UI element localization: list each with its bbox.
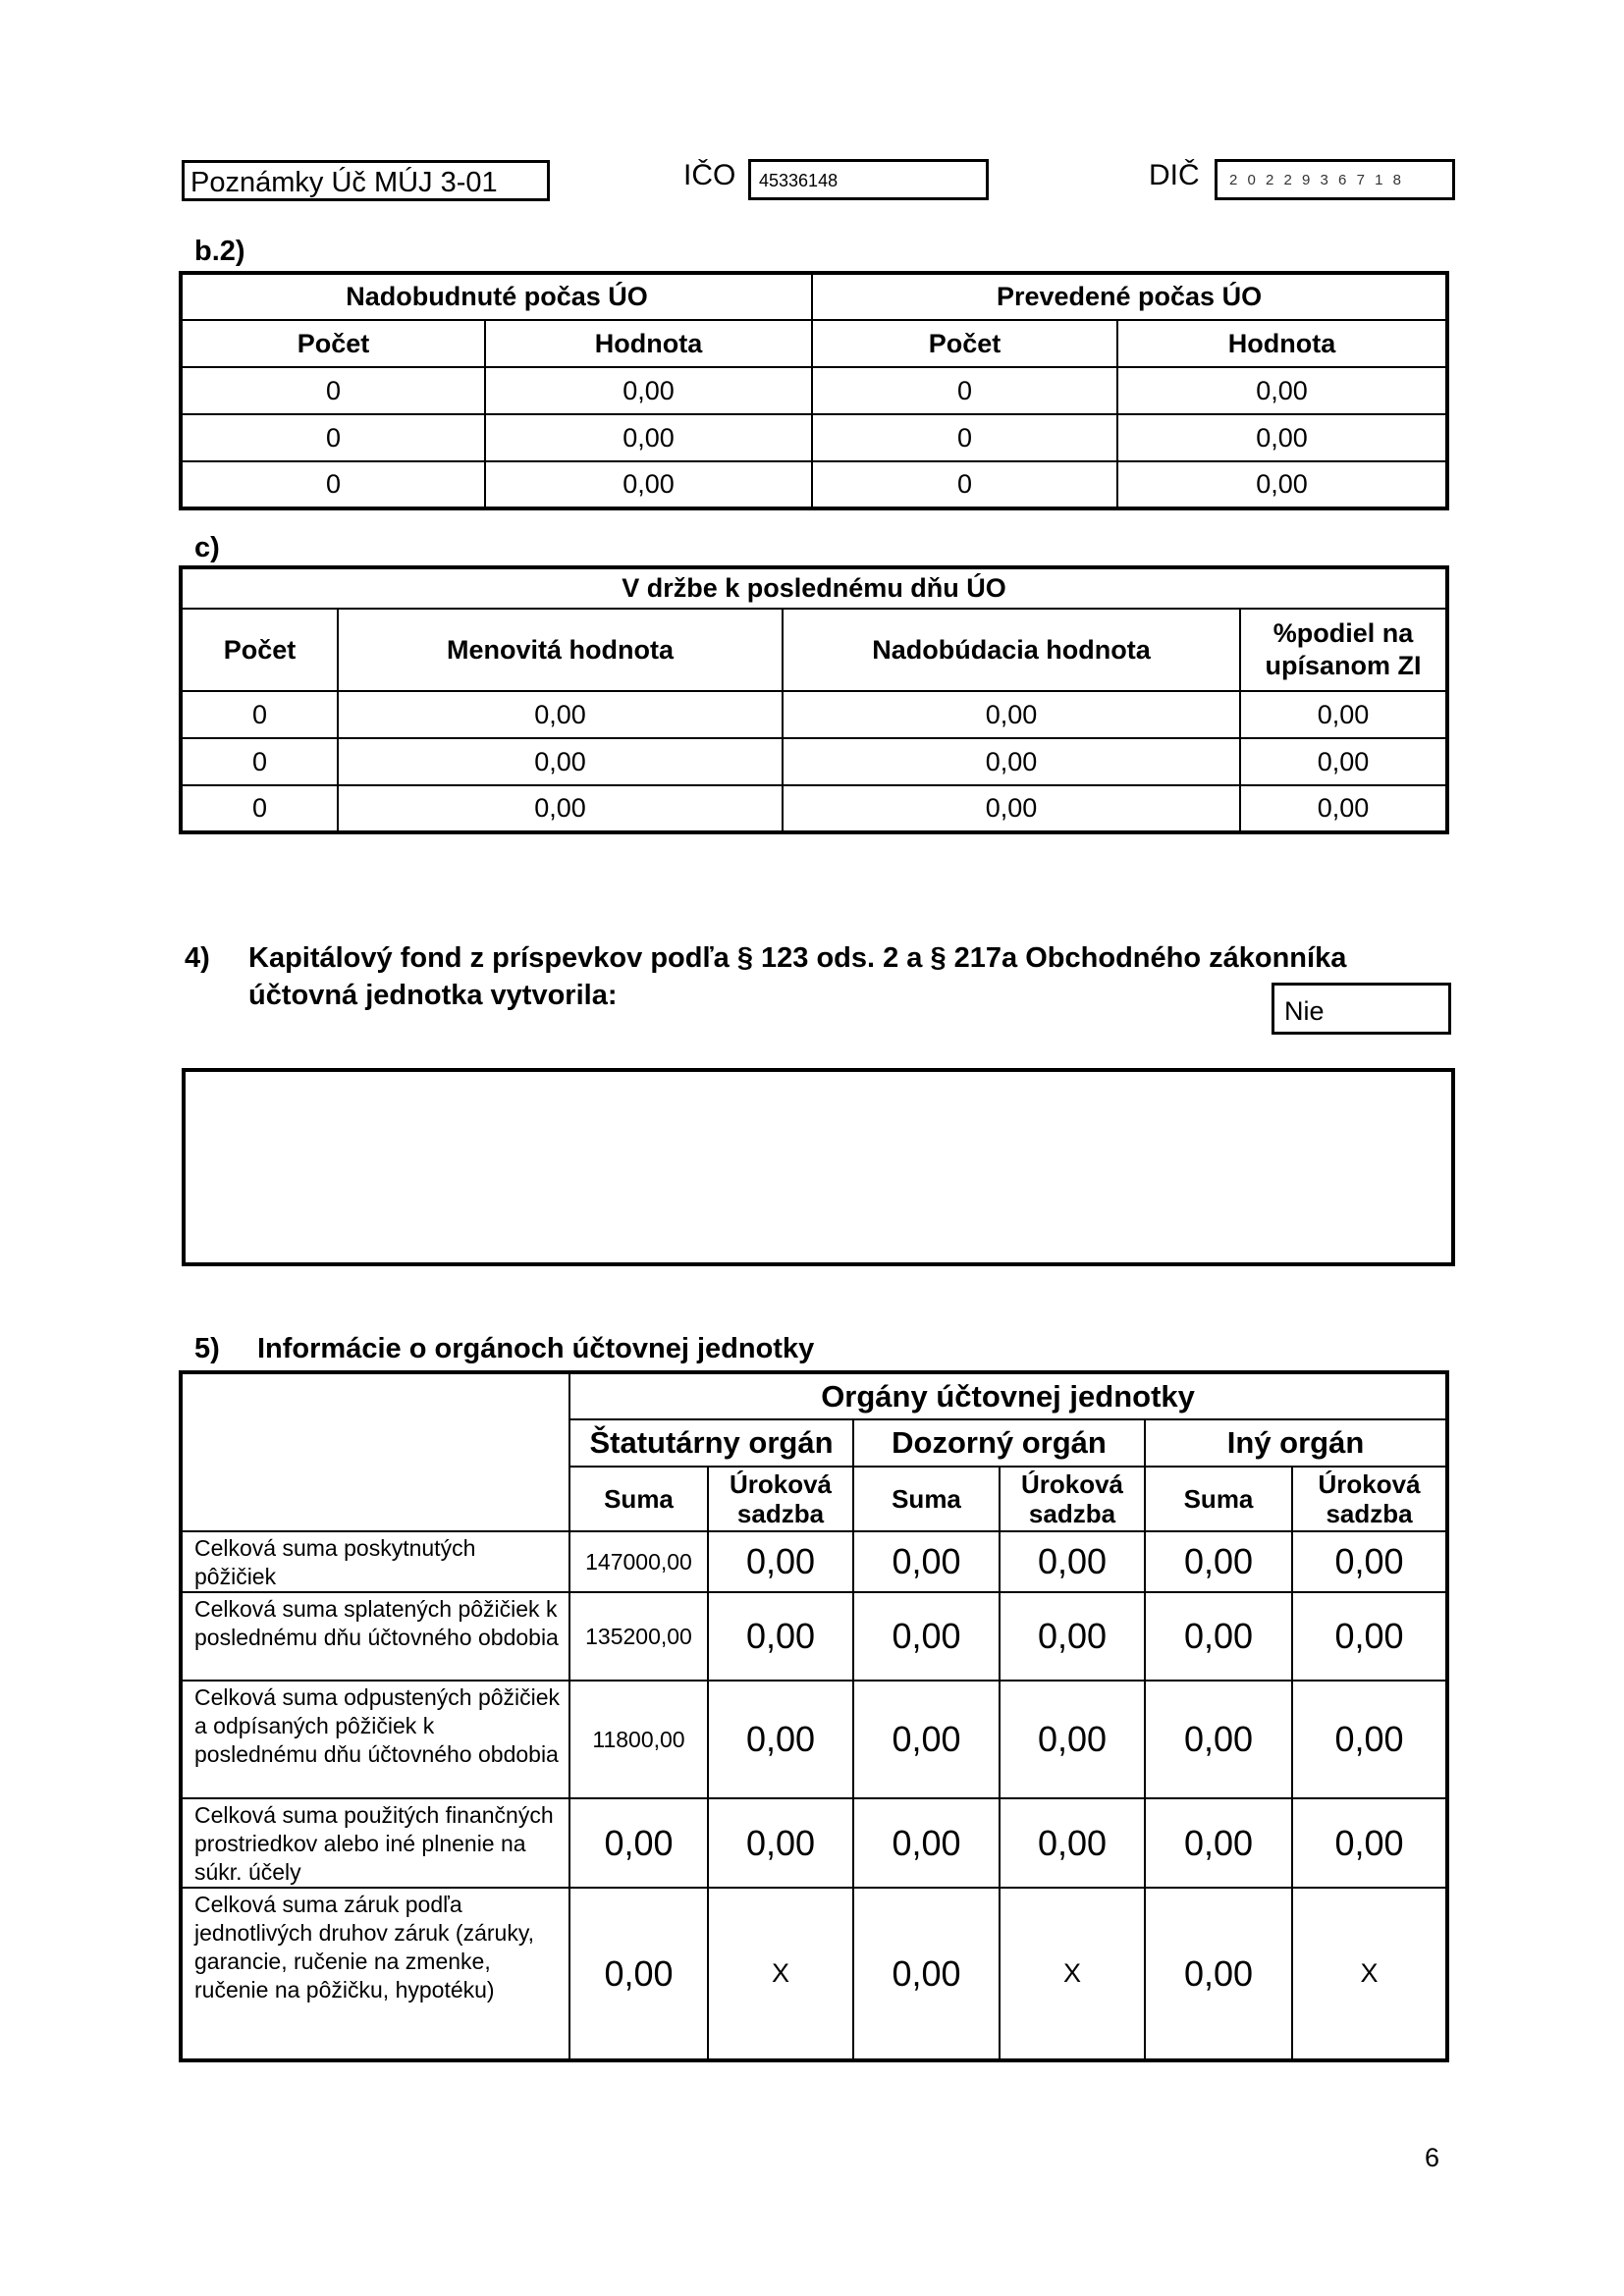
- c-cell: 0: [181, 691, 338, 738]
- dic-value: 2 0 2 2 9 3 6 7 1 8: [1229, 172, 1404, 188]
- c-cell: 0,00: [1240, 691, 1447, 738]
- b2-cell: 0,00: [1117, 367, 1447, 414]
- b2-cell: 0: [812, 414, 1117, 461]
- c-cell: 0,00: [338, 691, 783, 738]
- organ-value: 0,00: [1145, 1798, 1292, 1888]
- section-4-note-box[interactable]: [182, 1068, 1455, 1266]
- organ-value: 0,00: [708, 1681, 853, 1798]
- organ-value: 0,00: [1292, 1681, 1447, 1798]
- b2-header-transferred: Prevedené počas ÚO: [812, 273, 1447, 320]
- table-row: [181, 1531, 1447, 1592]
- b2-cell: 0,00: [485, 414, 812, 461]
- b2-col-value-2: Hodnota: [1117, 320, 1447, 367]
- c-cell: 0: [181, 738, 338, 785]
- b2-cell: 0,00: [1117, 414, 1447, 461]
- section-4-answer: Nie: [1284, 996, 1325, 1026]
- b2-col-count-1: Počet: [181, 320, 485, 367]
- organ-value: 147000,00: [569, 1531, 708, 1592]
- section-5-number: 5): [194, 1333, 220, 1364]
- c-cell: 0: [181, 785, 338, 832]
- organ-value: 0,00: [1000, 1798, 1145, 1888]
- row-label: Celková suma záruk podľa jednotlivých druhov záruk (záruky, garancie, ručenie na zmenke, ručenie na pôžičku, hypotéku): [181, 1888, 569, 2060]
- organ-value: X: [708, 1888, 853, 2060]
- organ-value: 0,00: [853, 1681, 1000, 1798]
- sub-sum: Suma: [853, 1467, 1000, 1531]
- organ-value: 0,00: [853, 1798, 1000, 1888]
- form-title-box: [182, 160, 550, 201]
- table-row: [181, 785, 1447, 832]
- form-title: Poznámky Úč MÚJ 3-01: [190, 167, 498, 198]
- table-row: [181, 1888, 1447, 2060]
- section-4-number: 4): [185, 942, 210, 974]
- c-cell: 0,00: [783, 691, 1240, 738]
- b2-cell: 0: [812, 461, 1117, 508]
- section-5-title: Informácie o orgánoch účtovnej jednotky: [257, 1333, 815, 1364]
- row-label: Celková suma splatených pôžičiek k poslednému dňu účtovného obdobia: [181, 1592, 569, 1681]
- b2-col-value-1: Hodnota: [485, 320, 812, 367]
- sub-sum: Suma: [1145, 1467, 1292, 1531]
- organ-value: 0,00: [1145, 1681, 1292, 1798]
- dic-field: [1215, 159, 1455, 200]
- organ-value: 0,00: [1145, 1888, 1292, 2060]
- organ-value: 0,00: [853, 1592, 1000, 1681]
- c-cell: 0,00: [783, 738, 1240, 785]
- organ-value: 0,00: [853, 1888, 1000, 2060]
- table-row: [181, 1592, 1447, 1681]
- c-col-share: %podiel na upísanom ZI: [1240, 609, 1447, 691]
- ico-label: IČO: [683, 159, 736, 191]
- c-col-nominal: Menovitá hodnota: [338, 609, 783, 691]
- section-b2-label: b.2): [194, 236, 245, 267]
- table-row: [181, 738, 1447, 785]
- section-4-text-line2: účtovná jednotka vytvorila:: [248, 980, 618, 1011]
- b2-cell: 0: [812, 367, 1117, 414]
- table-c: [179, 565, 1449, 834]
- sub-rate: Úroková sadzba: [1292, 1467, 1447, 1531]
- b2-cell: 0,00: [485, 461, 812, 508]
- table-organs: [179, 1370, 1449, 2062]
- organ-value: 11800,00: [569, 1681, 708, 1798]
- organ-value: X: [1000, 1888, 1145, 2060]
- ico-value: 45336148: [759, 171, 839, 190]
- b2-cell: 0: [181, 461, 485, 508]
- c-col-acquisition: Nadobúdacia hodnota: [783, 609, 1240, 691]
- organ-value: 0,00: [1145, 1531, 1292, 1592]
- organ-value: 0,00: [569, 1888, 708, 2060]
- c-title: V držbe k poslednému dňu ÚO: [181, 567, 1447, 609]
- c-cell: 0,00: [338, 738, 783, 785]
- b2-cell: 0,00: [485, 367, 812, 414]
- table-row: [181, 414, 1447, 461]
- organ-value: 0,00: [569, 1798, 708, 1888]
- organ-value: 0,00: [1145, 1592, 1292, 1681]
- b2-col-count-2: Počet: [812, 320, 1117, 367]
- organ-value: X: [1292, 1888, 1447, 2060]
- organ-value: 0,00: [708, 1798, 853, 1888]
- section-4-text-line1: Kapitálový fond z príspevkov podľa § 123 ods. 2 a § 217a Obchodného zákonníka: [248, 942, 1347, 974]
- organ-value: 0,00: [708, 1531, 853, 1592]
- organ-value: 0,00: [1292, 1592, 1447, 1681]
- b2-cell: 0,00: [1117, 461, 1447, 508]
- organ-value: 0,00: [1292, 1531, 1447, 1592]
- c-cell: 0,00: [338, 785, 783, 832]
- c-col-count: Počet: [181, 609, 338, 691]
- b2-cell: 0: [181, 414, 485, 461]
- organ-value: 0,00: [1000, 1681, 1145, 1798]
- organ-value: 0,00: [708, 1592, 853, 1681]
- table-row: [181, 1798, 1447, 1888]
- row-label: Celková suma použitých finančných prostriedkov alebo iné plnenie na súkr. účely: [181, 1798, 569, 1888]
- table-row: [181, 1681, 1447, 1798]
- table-b2: [179, 271, 1449, 510]
- c-cell: 0,00: [1240, 738, 1447, 785]
- section-4-answer-field[interactable]: [1272, 983, 1451, 1035]
- page-number: 6: [1425, 2143, 1440, 2172]
- dic-label: DIČ: [1149, 159, 1200, 191]
- b2-cell: 0: [181, 367, 485, 414]
- c-cell: 0,00: [1240, 785, 1447, 832]
- sub-rate: Úroková sadzba: [708, 1467, 853, 1531]
- organ-value: 0,00: [1000, 1592, 1145, 1681]
- organ-value: 0,00: [1292, 1798, 1447, 1888]
- b2-header-acquired: Nadobudnuté počas ÚO: [181, 273, 812, 320]
- row-label: Celková suma odpustených pôžičiek a odpísaných pôžičiek k poslednému dňu účtovného obdobia: [181, 1681, 569, 1798]
- table-row: [181, 691, 1447, 738]
- organ-statutory: Štatutárny orgán: [569, 1419, 853, 1467]
- organ-value: 0,00: [853, 1531, 1000, 1592]
- organs-group-header: Orgány účtovnej jednotky: [569, 1372, 1447, 1419]
- organ-value: 135200,00: [569, 1592, 708, 1681]
- organ-value: 0,00: [1000, 1531, 1145, 1592]
- table-row: [181, 461, 1447, 508]
- organ-other: Iný orgán: [1145, 1419, 1447, 1467]
- c-cell: 0,00: [783, 785, 1240, 832]
- organs-corner-cell: [181, 1372, 569, 1531]
- sub-sum: Suma: [569, 1467, 708, 1531]
- organ-supervisory: Dozorný orgán: [853, 1419, 1145, 1467]
- sub-rate: Úroková sadzba: [1000, 1467, 1145, 1531]
- row-label: Celková suma poskytnutých pôžičiek: [181, 1531, 569, 1592]
- table-row: [181, 367, 1447, 414]
- section-c-label: c): [194, 532, 220, 563]
- ico-field: [748, 159, 989, 200]
